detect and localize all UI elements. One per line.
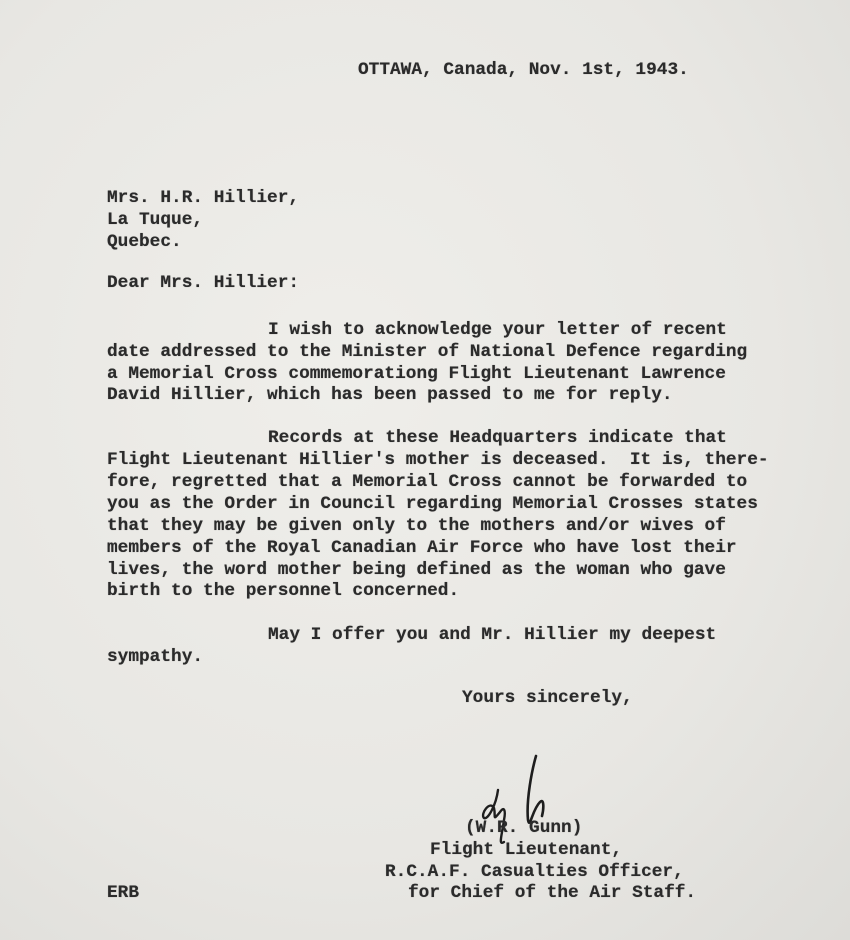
paragraph-line: Records at these Headquarters indicate that (268, 428, 727, 448)
paragraph-line: lives, the word mother being defined as the woman who gave (107, 560, 726, 580)
recipient-line: Quebec. (107, 232, 182, 252)
paragraph-line: I wish to acknowledge your letter of recent (268, 320, 727, 340)
paragraph-line: May I offer you and Mr. Hillier my deepest (268, 625, 717, 645)
recipient-line: Mrs. H.R. Hillier, (107, 188, 300, 208)
signatory-name: (W.R. Gunn) (465, 818, 583, 838)
signatory-rank: Flight Lieutenant, (430, 840, 623, 860)
signatory-title: R.C.A.F. Casualties Officer, (385, 862, 684, 882)
paragraph-line: a Memorial Cross commemorationg Flight Lieutenant Lawrence (107, 364, 726, 384)
paragraph-line: sympathy. (107, 647, 204, 667)
closing: Yours sincerely, (462, 688, 633, 708)
paragraph-line: Flight Lieutenant Hillier's mother is deceased. It is, there- (107, 450, 769, 470)
date-line: OTTAWA, Canada, Nov. 1st, 1943. (358, 60, 689, 80)
paragraph-line: fore, regretted that a Memorial Cross cannot be forwarded to (107, 472, 748, 492)
paragraph-line: birth to the personnel concerned. (107, 581, 460, 601)
paragraph-line: you as the Order in Council regarding Memorial Crosses states (107, 494, 758, 514)
paragraph-line: that they may be given only to the mothers and/or wives of (107, 516, 726, 536)
typist-initials: ERB (107, 883, 140, 903)
paragraph-line: members of the Royal Canadian Air Force who have lost their (107, 538, 737, 558)
paragraph-line: date addressed to the Minister of National Defence regarding (107, 342, 748, 362)
recipient-line: La Tuque, (107, 210, 204, 230)
signatory-office: for Chief of the Air Staff. (408, 883, 697, 903)
salutation: Dear Mrs. Hillier: (107, 273, 300, 293)
paragraph-line: David Hillier, which has been passed to me for reply. (107, 385, 673, 405)
